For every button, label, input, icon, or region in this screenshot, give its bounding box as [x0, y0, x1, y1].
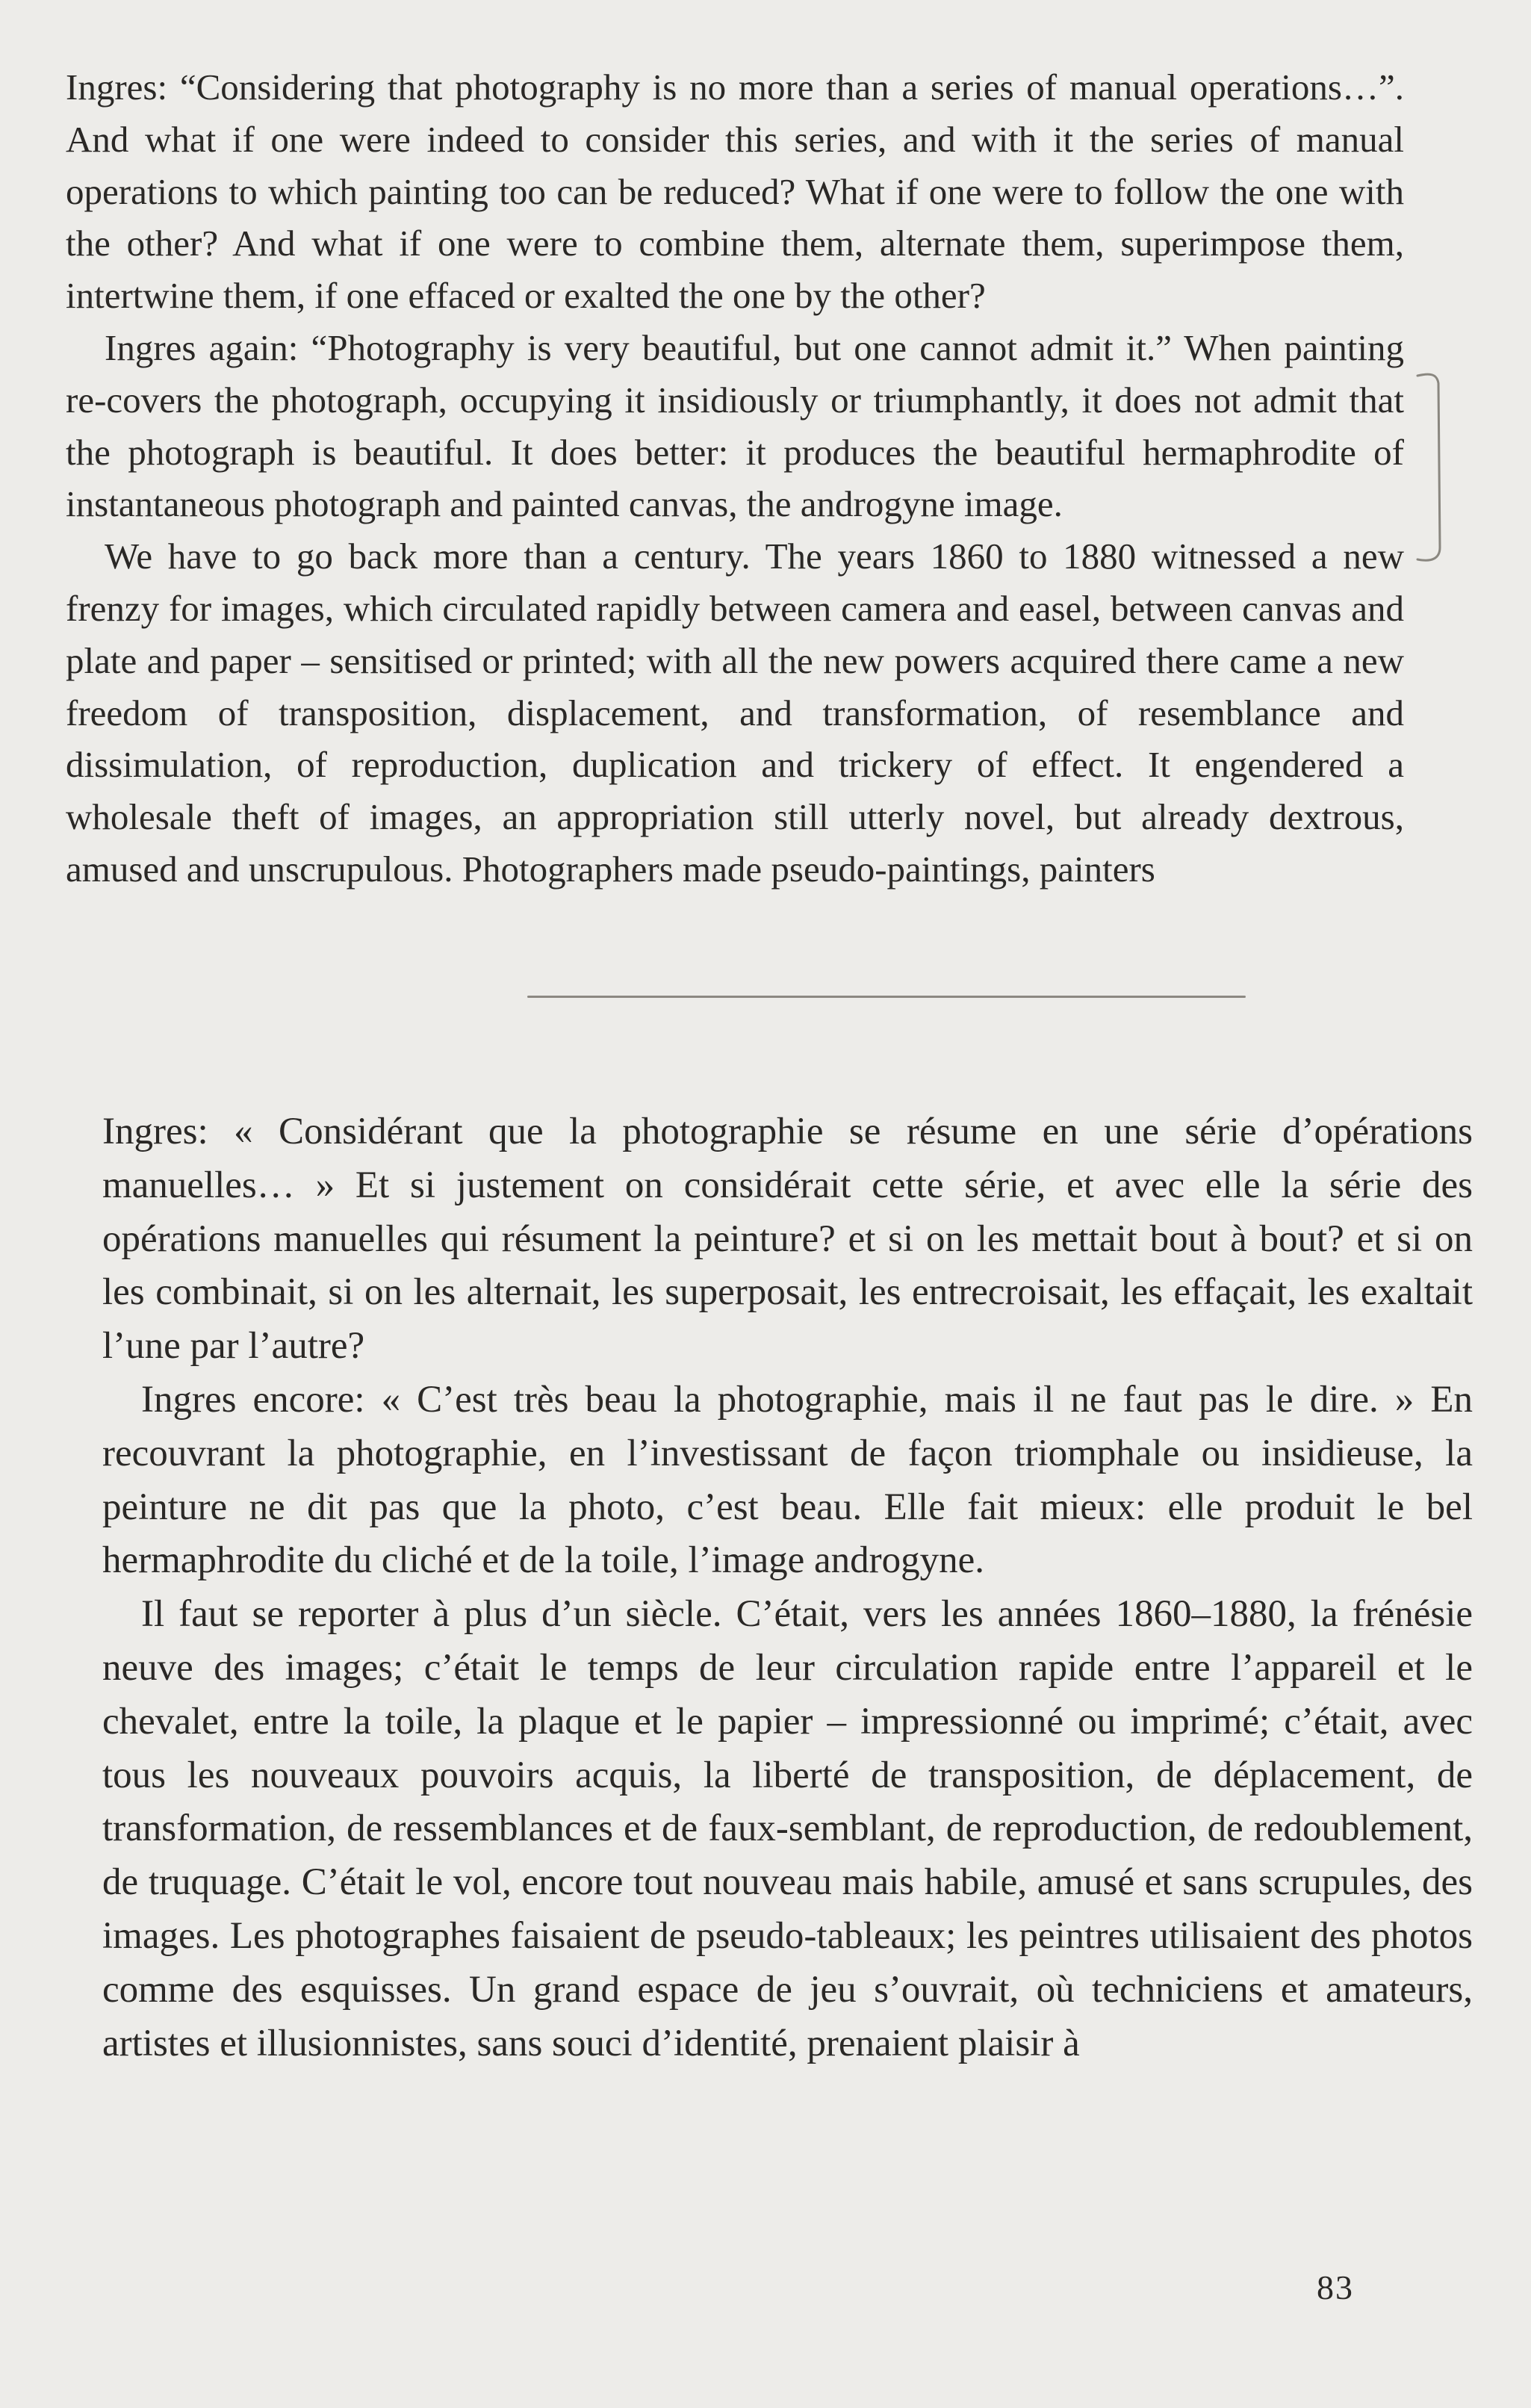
- english-paragraph-3: We have to go back more than a century. The years 1860 to 1880 witnessed a new frenzy for images, which circulated rapidly between camera and easel, between canvas and plate and paper – sensitised or printed; with all the new powers acquired there came a new freedom of transposition, displacement, and transformation, of resemblance and dissimulation, of reproduction, duplication and trickery of effect. It engendered a wholesale theft of images, an appropriation still utterly novel, but already dextrous, amused and unscrupulous. Photographers made pseudo-paintings, painters: [66, 536, 1404, 890]
- french-paragraph-3: Il faut se reporter à plus d’un siècle. C’était, vers les années 1860–1880, la frénésie neuve des images; c’était le temps de leur circulation rapide entre l’appareil et le chevalet, entre la toile, la plaque et le papier – impressionné ou imprimé; c’était, avec tous les nouveaux pouvoirs acquis, la liberté de transposition, de déplacement, de transformation, de ressemblances et de faux-semblant, de reproduction, de redoublement, de truquage. C’était le vol, encore tout nouveau mais habile, amusé et sans scrupules, des images. Les photographes faisaient de pseudo-tableaux; les peintres utilisaient des photos comme des esquisses. Un grand espace de jeu s’ouvrait, où techniciens et amateurs, artistes et illusionnistes, sans souci d’identité, prenaient plaisir à: [102, 1593, 1473, 2064]
- pencil-underline-mark: [527, 996, 1246, 998]
- french-paragraph-1: Ingres: « Considérant que la photographie se résume en une série d’opérations manuelles… » Et si justement on considérait cette série, et avec elle la série des opérations manuelles qui résument la peinture? et si on les mettait bout à bout? et si on les combinait, si on les alternait, les superposait, les entrecroisait, les effaçait, les exaltait l’une par l’autre?: [102, 1111, 1473, 1368]
- english-paragraph-1: Ingres: “Considering that photography is no more than a series of manual operations…”. And what if one were indeed to consider this series, and with it the series of manual operations to which painting too can be reduced? What if one were to follow the one with the other? And what if one were to combine them, alternate them, superimpose them, intertwine them, if one effaced or exalted the one by the other?: [66, 66, 1404, 317]
- english-text-block: [66, 61, 1404, 896]
- french-paragraph-2: Ingres encore: « C’est très beau la photographie, mais il ne faut pas le dire. » En recouvrant la photographie, en l’investissant de façon triomphale ou insidieuse, la peinture ne dit pas que la photo, c’est beau. Elle fait mieux: elle produit le bel hermaphrodite du cliché et de la toile, l’image androgyne.: [102, 1378, 1473, 1582]
- french-text-block: [102, 1105, 1473, 2070]
- pencil-bracket-mark: [1414, 371, 1444, 565]
- english-paragraph-2: Ingres again: “Photography is very beautiful, but one cannot admit it.” When painting re-covers the photograph, occupying it insidiously or triumphantly, it does not admit that the photograph is beautiful. It does better: it produces the beautiful hermaphrodite of instantaneous photograph and painted canvas, the androgyne image.: [66, 326, 1404, 525]
- page-number: 83: [1317, 2268, 1354, 2306]
